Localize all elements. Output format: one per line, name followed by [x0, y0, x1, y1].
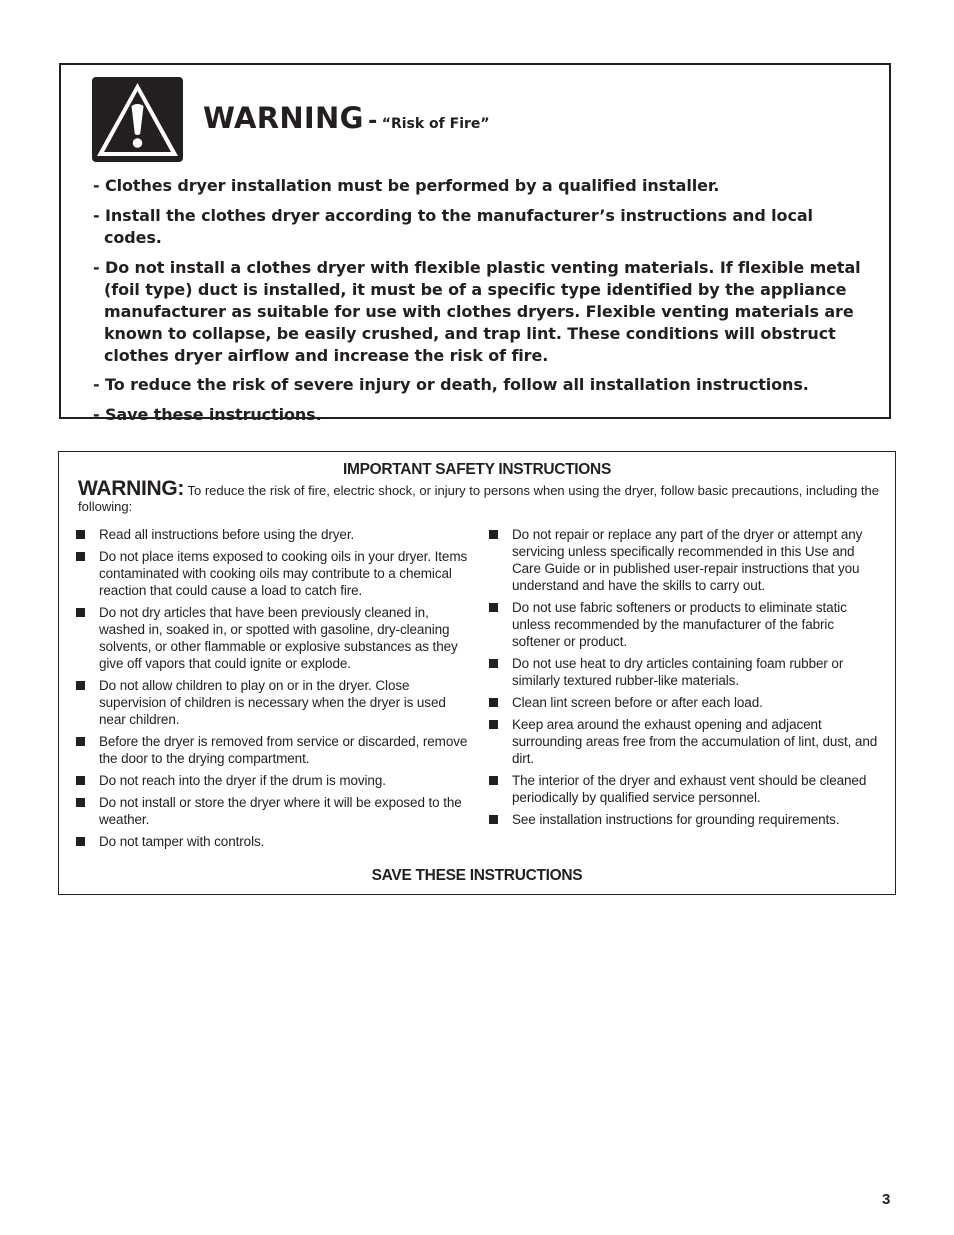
- warning-title: WARNING: [203, 101, 364, 135]
- fire-warning-box: [59, 63, 891, 424]
- list-item-text: Read all instructions before using the dryer.: [99, 527, 355, 542]
- list-item: [489, 716, 884, 767]
- page-number: 3: [882, 1191, 891, 1208]
- warning-subtitle: “Risk of Fire”: [381, 116, 490, 132]
- list-item: [76, 526, 471, 543]
- exclamation-warning-icon: [92, 77, 183, 162]
- list-item-text: Do not use fabric softeners or products to eliminate static unless recommended by the manufacturer of the fabric softener or product.: [512, 600, 847, 649]
- safety-list-left: [76, 526, 471, 855]
- list-item-text: Clean lint screen before or after each load.: [512, 695, 763, 710]
- list-item: [76, 833, 471, 850]
- list-item-text: Do not tamper with controls.: [99, 834, 265, 849]
- square-bullet-icon: [76, 776, 85, 785]
- square-bullet-icon: [76, 737, 85, 746]
- square-bullet-icon: [489, 659, 498, 668]
- safety-instructions-box: [58, 451, 896, 895]
- list-item-text: The interior of the dryer and exhaust vent should be cleaned periodically by qualified service personnel.: [512, 773, 867, 805]
- list-item-text: See installation instructions for grounding requirements.: [512, 812, 840, 827]
- list-item-text: Keep area around the exhaust opening and adjacent surrounding areas free from the accumulation of lint, dust, and dirt.: [512, 717, 878, 766]
- fire-warning-heading: [203, 101, 490, 135]
- safety-list-right: [489, 526, 884, 833]
- square-bullet-icon: [76, 798, 85, 807]
- list-item-text: Do not repair or replace any part of the dryer or attempt any servicing unless specifically recommended in this Use and Care Guide or in published user-repair instructions that you understand and have the skills to carry out.: [512, 527, 863, 593]
- square-bullet-icon: [489, 530, 498, 539]
- safety-intro-text: To reduce the risk of fire, electric shock, or injury to persons when using the dryer, follow basic precautions, including the following:: [78, 483, 879, 514]
- list-item-text: Do not use heat to dry articles containing foam rubber or similarly textured rubber-like materials.: [512, 656, 844, 688]
- safety-warning-word: WARNING:: [78, 477, 185, 500]
- list-item: [76, 677, 471, 728]
- list-item: [76, 772, 471, 789]
- list-item: [76, 733, 471, 767]
- square-bullet-icon: [489, 815, 498, 824]
- list-item: [489, 599, 884, 650]
- square-bullet-icon: [76, 837, 85, 846]
- list-item-text: Do not reach into the dryer if the drum is moving.: [99, 773, 386, 788]
- fire-warning-item: - Clothes dryer installation must be performed by a qualified installer.: [93, 176, 720, 195]
- square-bullet-icon: [76, 608, 85, 617]
- list-item: [489, 655, 884, 689]
- square-bullet-icon: [489, 776, 498, 785]
- list-item-text: Do not place items exposed to cooking oils in your dryer. Items contaminated with cooking oils may contribute to a chemical reaction that could cause a load to catch fire.: [99, 549, 468, 598]
- square-bullet-icon: [76, 681, 85, 690]
- list-item: [489, 526, 884, 594]
- fire-warning-item: - Save these instructions.: [93, 405, 322, 424]
- list-item: [489, 811, 884, 828]
- list-item: [76, 794, 471, 828]
- warning-separator: -: [368, 109, 378, 134]
- safety-title: IMPORTANT SAFETY INSTRUCTIONS: [342, 461, 611, 478]
- fire-warning-item: - Install the clothes dryer according to the manufacturer’s instructions and local codes.: [93, 206, 813, 247]
- safety-intro: [78, 477, 883, 515]
- square-bullet-icon: [76, 530, 85, 539]
- list-item: [76, 604, 471, 672]
- list-item-text: Do not install or store the dryer where it will be exposed to the weather.: [99, 795, 462, 827]
- save-instructions-footer: SAVE THESE INSTRUCTIONS: [371, 867, 583, 884]
- square-bullet-icon: [76, 552, 85, 561]
- fire-warning-item: - Do not install a clothes dryer with flexible plastic venting materials. If flexible metal (foil type) duct is installed, it must be of a specific type identified by the appliance manufacturer as suitable for use with clothes dryers. Flexible venting materials are known to collapse, be easily crushed, and trap lint. These conditions will obstruct clothes dryer airflow and increase the risk of fire.: [93, 258, 861, 365]
- square-bullet-icon: [489, 698, 498, 707]
- fire-warning-list: [93, 175, 873, 434]
- list-item-text: Do not dry articles that have been previously cleaned in, washed in, soaked in, or spotted with gasoline, dry-cleaning solvents, or other flammable or explosive substances as they give off vapors that could ignite or explode.: [99, 605, 458, 671]
- list-item: [489, 772, 884, 806]
- square-bullet-icon: [489, 720, 498, 729]
- list-item-text: Do not allow children to play on or in the dryer. Close supervision of children is necessary when the dryer is used near children.: [99, 678, 446, 727]
- list-item: [76, 548, 471, 599]
- list-item: [489, 694, 884, 711]
- square-bullet-icon: [489, 603, 498, 612]
- list-item-text: Before the dryer is removed from service or discarded, remove the door to the drying compartment.: [99, 734, 468, 766]
- fire-warning-item: - To reduce the risk of severe injury or death, follow all installation instructions.: [93, 375, 809, 394]
